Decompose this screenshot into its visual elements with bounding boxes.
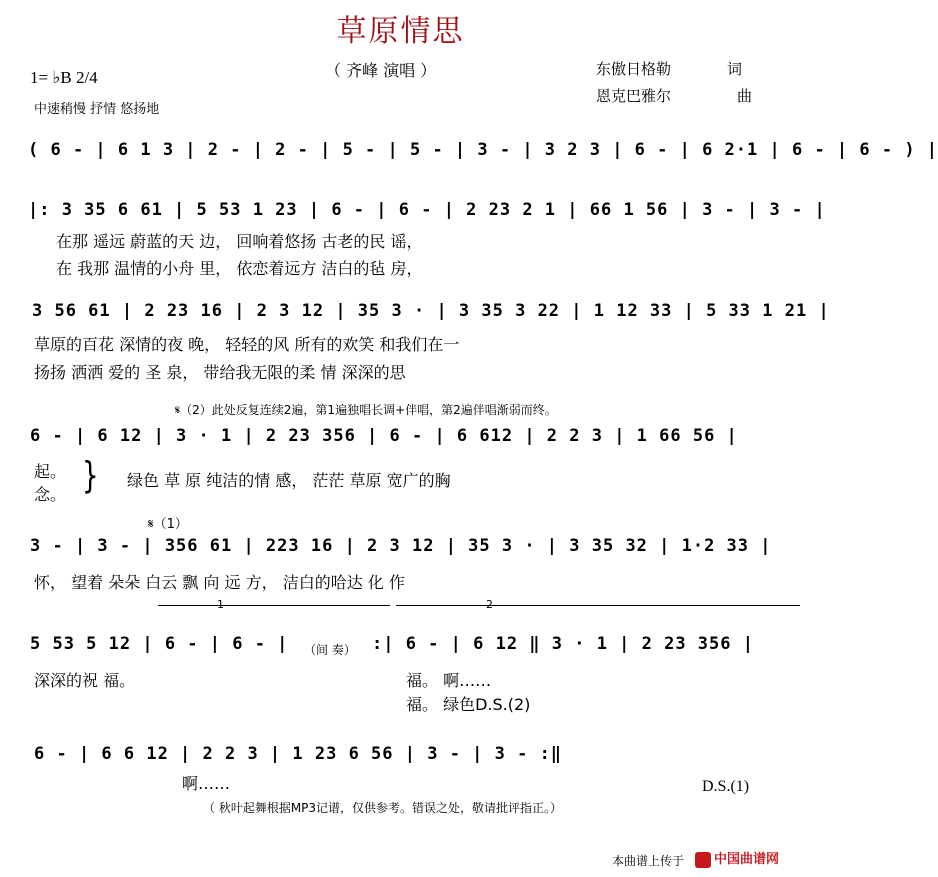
- lyricist-name: 东傲日格勒: [596, 60, 672, 78]
- score-line-6-end: :| 6 - | 6 12 ‖ 3 · 1 | 2 23 356 |: [372, 634, 754, 654]
- score-line-6: 5 53 5 12 | 6 - | 6 - |: [30, 634, 289, 654]
- brace-symbol: }: [82, 456, 99, 498]
- footnote: （ 秋叶起舞根据MP3记谱，仅供参考。错误之处，敬请批评指正。）: [203, 801, 563, 815]
- footer-upload-text: 本曲谱上传于: [612, 854, 685, 868]
- score-line-1: ( 6 - | 6 1 3 | 2 - | 2 - | 5 - | 5 - | 3 - | 3 2 3 | 6 - | 6 2·1 | 6 - | 6 - ) |: [28, 140, 938, 160]
- score-line-5: 3 - | 3 - | 356 61 | 223 16 | 2 3 12 | 35 3 · | 3 35 32 | 1·2 33 |: [30, 536, 772, 556]
- lyric-line-6-r1: 福。 啊……: [406, 671, 492, 690]
- score-line-4: 6 - | 6 12 | 3 · 1 | 2 23 356 | 6 - | 6 612 | 2 2 3 | 1 66 56 |: [30, 426, 738, 446]
- song-title: 草原情思: [336, 14, 465, 49]
- score-line-3: 3 56 61 | 2 23 16 | 2 3 12 | 35 3 · | 3 35 3 22 | 1 12 33 | 5 33 1 21 |: [32, 301, 830, 321]
- lyric-line-5: 怀， 望着 朵朵 白云 飘 向 远 方， 洁白的哈达 化 作: [34, 573, 405, 592]
- singer-credit: （ 齐峰 演唱 ）: [325, 61, 437, 80]
- ds-marker: D.S.(1): [702, 778, 750, 795]
- score-line-7: 6 - | 6 6 12 | 2 2 3 | 1 23 6 56 | 3 - | 3 - :‖: [34, 744, 563, 764]
- interlude-label: （间 奏）: [304, 643, 356, 657]
- footer-brand[interactable]: [695, 848, 779, 868]
- repeat-instruction: 𝄋（2）此处反复连续2遍，第1遍独唱长调+伴唱，第2遍伴唱渐弱而终。: [175, 403, 557, 417]
- score-line-2: |: 3 35 6 61 | 5 53 1 23 | 6 - | 6 - | 2 23 2 1 | 66 1 56 | 3 - | 3 - |: [28, 200, 826, 220]
- lyric-line-6-main: 深深的祝 福。: [34, 671, 136, 690]
- composer-role: 曲: [737, 87, 753, 105]
- lyric-line-2a: 在那 遥远 蔚蓝的天 边， 回响着悠扬 古老的民 谣，: [56, 232, 423, 251]
- lyric-line-7: 啊……: [182, 774, 231, 793]
- lyric-line-4-main: 绿色 草 原 纯洁的情 感， 茫茫 草原 宽广的胸: [127, 471, 451, 490]
- lyricist-role: 词: [727, 60, 743, 78]
- tempo-marking: 中速稍慢 抒情 悠扬地: [34, 102, 160, 117]
- key-signature: 1= ♭B 2/4: [30, 68, 98, 87]
- volta-bracket-1: [158, 605, 390, 606]
- lyric-line-4b: 念。: [34, 485, 67, 504]
- lyric-line-6-r2: 福。 绿色D.S.(2): [406, 695, 531, 714]
- volta-bracket-2: [396, 605, 800, 606]
- lyric-line-4a: 起。: [34, 462, 67, 481]
- volta-1-label: 1: [217, 598, 224, 611]
- lyric-line-3a: 草原的百花 深情的夜 晚， 轻轻的风 所有的欢笑 和我们在一: [34, 335, 460, 354]
- volta-2-label: 2: [486, 598, 493, 611]
- brand-name: 中国曲谱网: [714, 852, 780, 867]
- composer-name: 恩克巴雅尔: [596, 87, 672, 105]
- site-logo-icon: [695, 852, 711, 868]
- segno-1: 𝄋（1）: [148, 517, 188, 532]
- lyric-line-2b: 在 我那 温情的小舟 里， 依恋着远方 洁白的毡 房，: [56, 259, 423, 278]
- lyric-line-3b: 扬扬 洒洒 爱的 圣 泉， 带给我无限的柔 情 深深的思: [34, 363, 406, 382]
